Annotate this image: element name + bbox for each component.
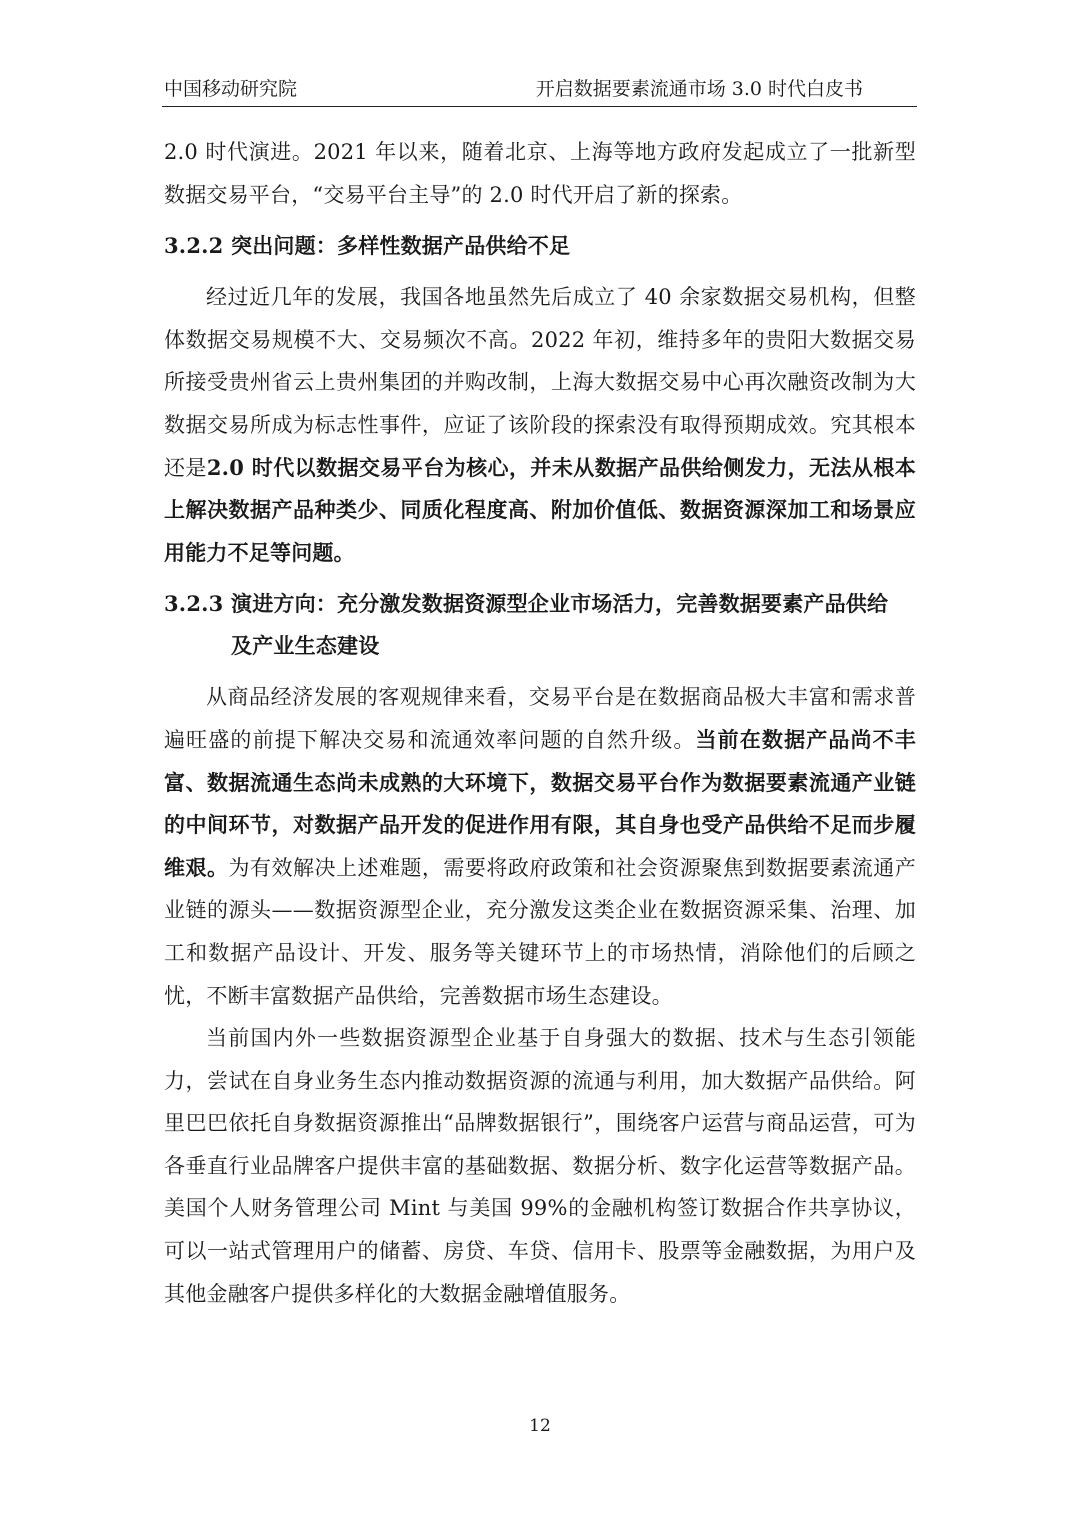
header-org: 中国移动研究院	[164, 78, 298, 100]
paragraph: 当前国内外一些数据资源型企业基于自身强大的数据、技术与生态引领能力，尝试在自身业务生态内推动数据资源的流通与利用，加大数据产品供给。阿里巴巴依托自身数据资源推出“品牌数据银行”，围绕客户运营与商品运营，可为各垂直行业品牌客户提供丰富的基础数据、数据分析、数字化运营等数据产品。美国个人财务管理公司 Mint 与美国 99%的金融机构签订数据合作共享协议，可以一站式管理用户的储蓄、房贷、车贷、信用卡、股票等金融数据，为用户及其他金融客户提供多样化的大数据金融增值服务。	[164, 1026, 916, 1306]
paragraph-text: 从商品经济发展的客观规律来看，交易平台是在数据商品极大丰富和需求普遍旺盛的前提下解决交易和流通效率问题的自然升级。	[164, 685, 916, 752]
header-doc-title: 开启数据要素流通市场 3.0 时代白皮书	[535, 78, 863, 100]
page-header	[162, 76, 917, 107]
section-heading-3-2-3	[164, 583, 916, 667]
page-body	[164, 128, 916, 1315]
page-number: 12	[529, 1416, 551, 1436]
section-number: 3.2.3	[164, 591, 224, 617]
section-heading-3-2-2	[164, 225, 916, 267]
paragraph-continued: 2.0 时代演进。2021 年以来，随着北京、上海等地方政府发起成立了一批新型数据交易平台，“交易平台主导”的 2.0 时代开启了新的探索。	[164, 140, 916, 207]
section-title-line2: 及产业生态建设	[231, 633, 380, 659]
section-title-line1: 演进方向：充分激发数据资源型企业市场活力，完善数据要素产品供给	[231, 591, 889, 617]
paragraph-text: 经过近几年的发展，我国各地虽然先后成立了 40 余家数据交易机构，但整体数据交易规模不大、交易频次不高。2022 年初，维持多年的贵阳大数据交易所接受贵州省云上贵州集团的并购改制，上海大数据交易中心再次融资改制为大数据交易所成为标志性事件，应证了该阶段的探索没有取得预期成效。究其根本还是	[164, 285, 916, 480]
section-title: 突出问题：多样性数据产品供给不足	[231, 233, 571, 259]
paragraph-emphasis: 当前在数据产品尚不丰富、数据流通生态尚未成熟的大环境下，数据交易平台作为数据要素流通产业链的中间环节，对数据产品开发的促进作用有限，其自身也受产品供给不足而步履维艰。	[164, 726, 916, 880]
section-number: 3.2.2	[164, 233, 224, 259]
paragraph	[164, 276, 916, 574]
paragraph-text: 为有效解决上述难题，需要将政府政策和社会资源聚焦到数据要素流通产业链的源头——数据资源型企业，充分激发这类企业在数据资源采集、治理、加工和数据产品设计、开发、服务等关键环节上的市场热情，消除他们的后顾之忧，不断丰富数据产品供给，完善数据市场生态建设。	[164, 855, 916, 1008]
paragraph	[164, 676, 916, 1017]
paragraph-emphasis: 2.0 时代以数据交易平台为核心，并未从数据产品供给侧发力，无法从根本上解决数据产品种类少、同质化程度高、附加价值低、数据资源深加工和场景应用能力不足等问题。	[164, 454, 916, 565]
